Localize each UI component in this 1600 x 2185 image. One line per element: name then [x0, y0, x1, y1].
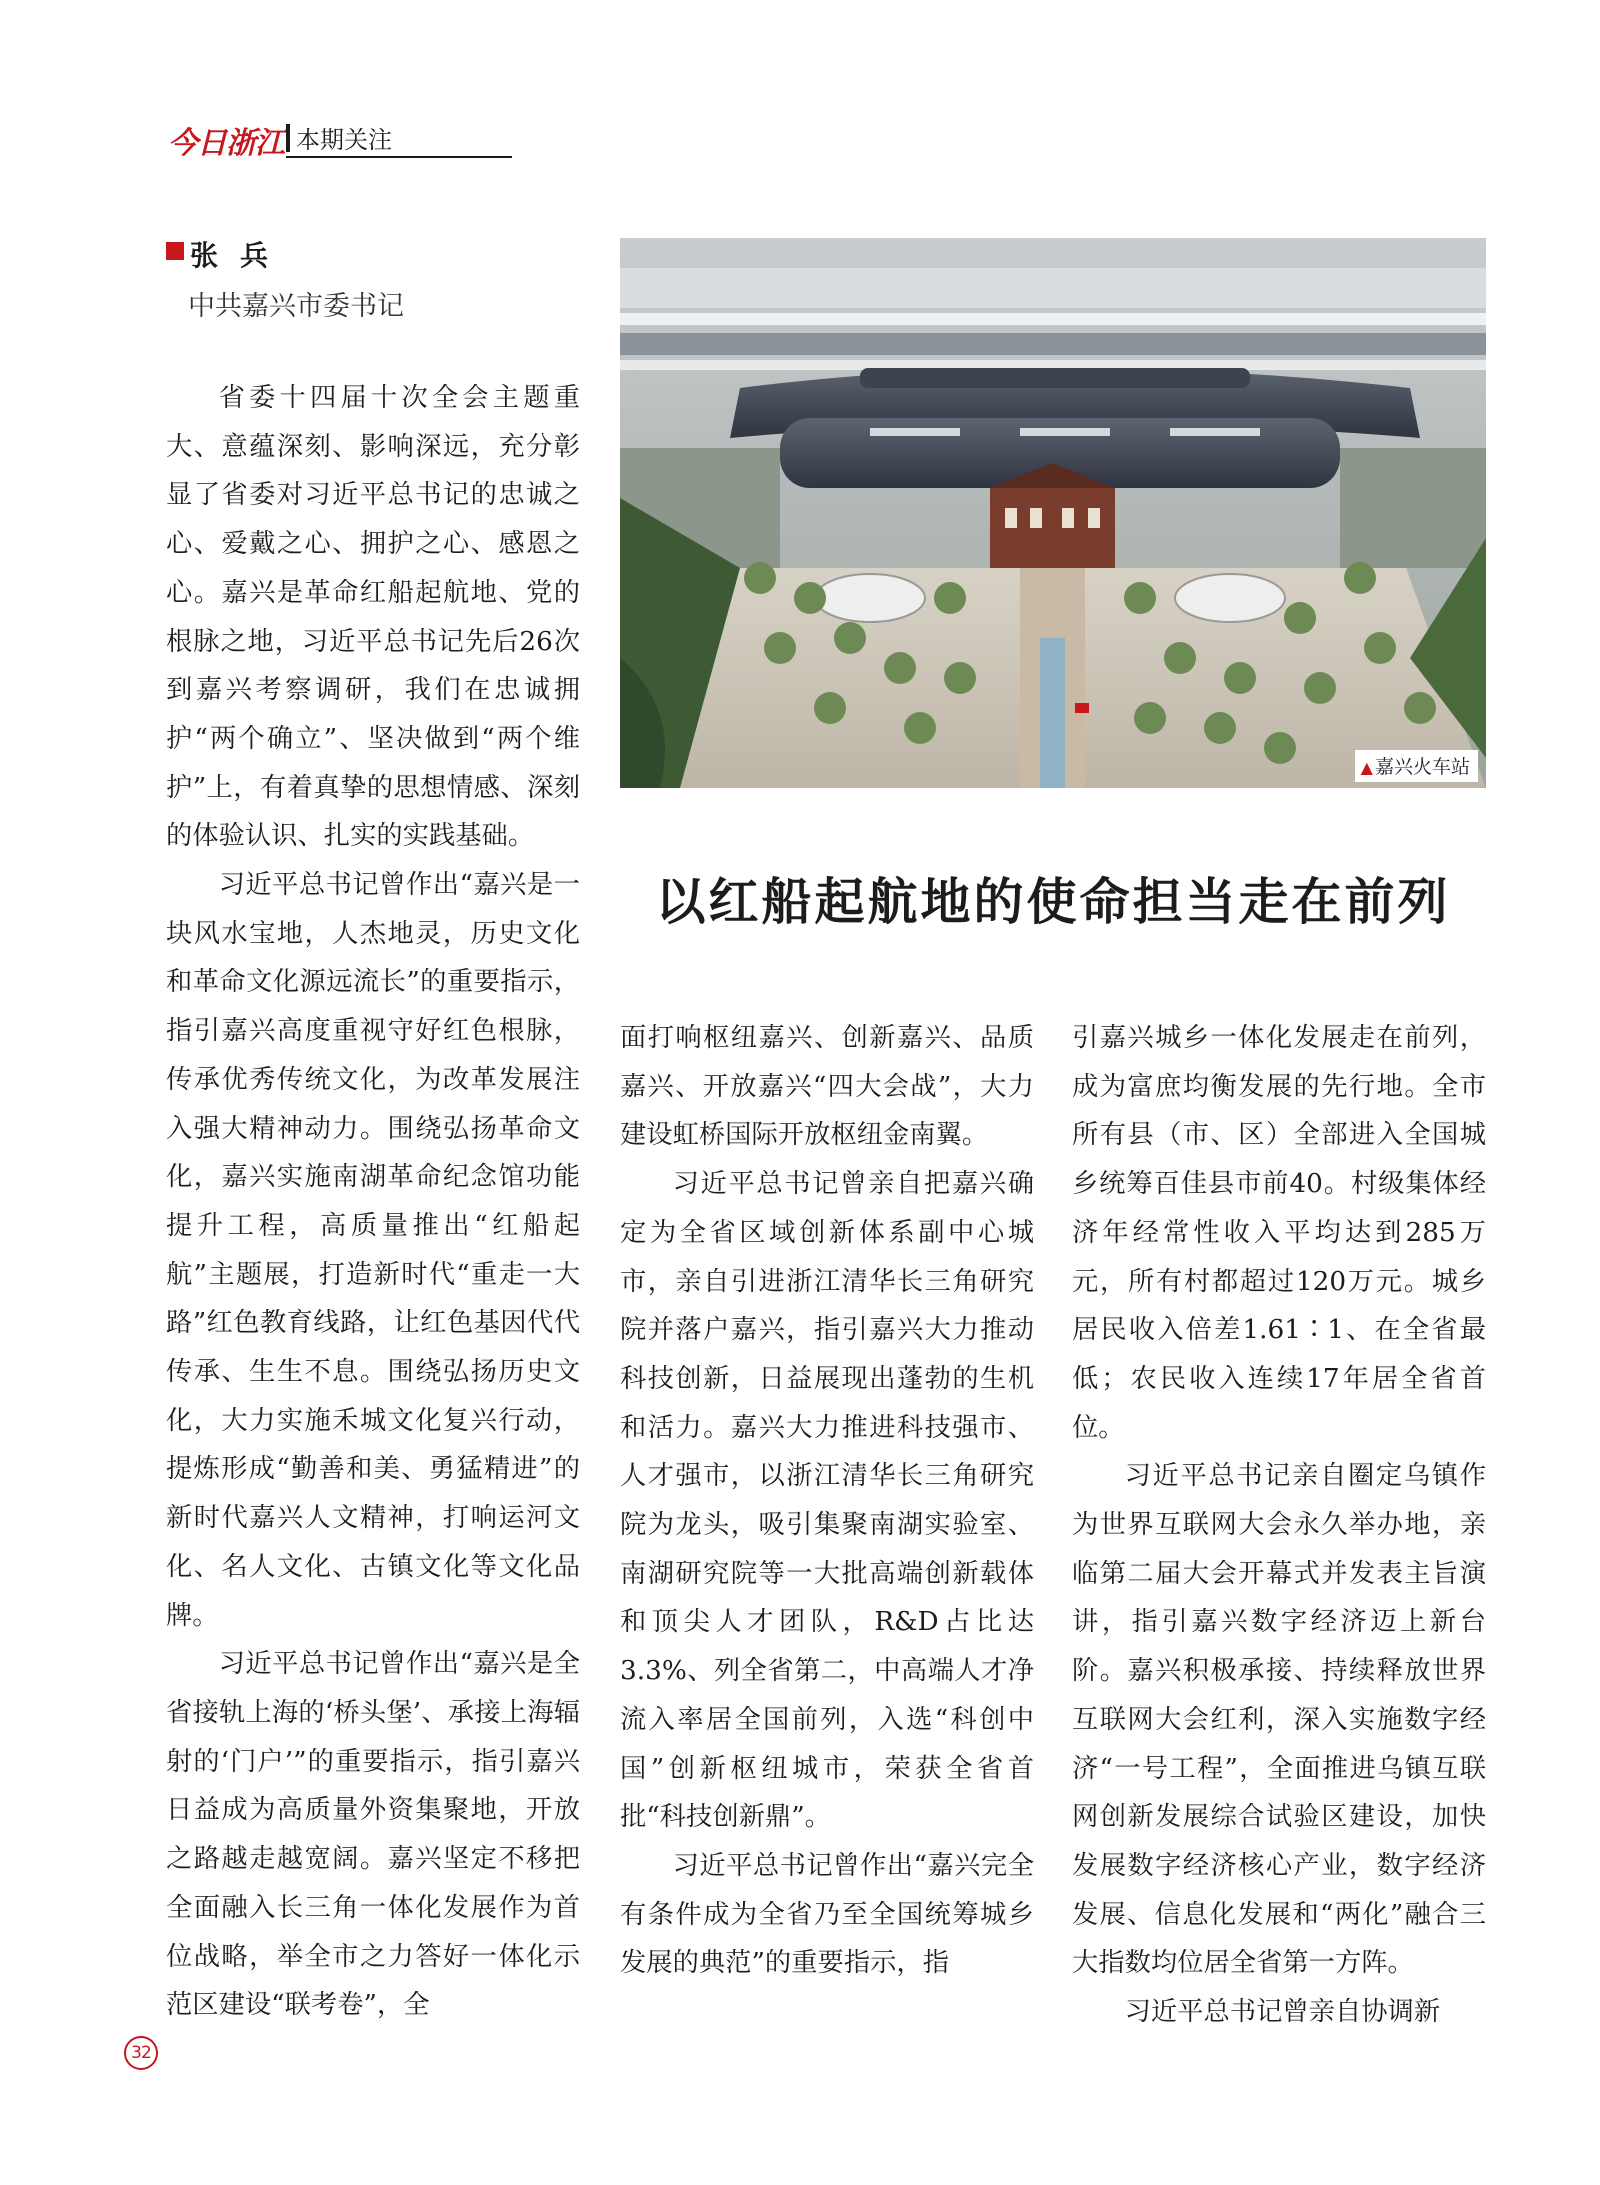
- paragraph: 习近平总书记曾作出“嘉兴是一块风水宝地，人杰地灵，历史文化和革命文化源远流长”的重要指示，指引嘉兴高度重视守好红色根脉，传承优秀传统文化，为改革发展注入强大精神动力。围绕弘扬革命文化，嘉兴实施南湖革命纪念馆功能提升工程，高质量推出“红船起航”主题展，打造新时代“重走一大路”红色教育线路，让红色基因代代传承、生生不息。围绕弘扬历史文化，大力实施禾城文化复兴行动，提炼形成“勤善和美、勇猛精进”的新时代嘉兴人文精神，打响运河文化、名人文化、古镇文化等文化品牌。: [166, 870, 580, 1631]
- author-name: 张兵: [190, 239, 291, 272]
- page-number: 32: [124, 2036, 158, 2070]
- header-rule: [286, 156, 512, 158]
- photo-caption-text: 嘉兴火车站: [1374, 756, 1470, 778]
- paragraph: 习近平总书记曾作出“嘉兴完全有条件成为全省乃至全国统筹城乡发展的典范”的重要指示，指: [620, 1850, 1034, 1979]
- paragraph: 引嘉兴城乡一体化发展走在前列，成为富庶均衡发展的先行地。全市所有县（市、区）全部进入全国城乡统筹百佳县市前40。村级集体经济年经常性收入平均达到285万元，所有村都超过120万元。城乡居民收入倍差1.61∶1、在全省最低；农民收入连续17年居全省首位。: [1072, 1023, 1486, 1443]
- magazine-logo: 今日浙江: [168, 126, 284, 161]
- article-column-2: [620, 1014, 1034, 1988]
- station-photo-illustration: [620, 238, 1486, 788]
- photo-caption: [1355, 750, 1478, 782]
- author-marker-icon: [166, 242, 184, 260]
- paragraph: 习近平总书记曾亲自协调新: [1124, 1997, 1441, 2028]
- article-column-1: [166, 374, 580, 2030]
- article-column-3: [1072, 1014, 1486, 2037]
- station-photo: [620, 238, 1486, 788]
- section-label: 本期关注: [296, 126, 392, 154]
- paragraph: 习近平总书记曾亲自把嘉兴确定为全省区域创新体系副中心城市，亲自引进浙江清华长三角研究院并落户嘉兴，指引嘉兴大力推动科技创新，日益展现出蓬勃的生机和活力。嘉兴大力推进科技强市、人才强市，以浙江清华长三角研究院为龙头，吸引集聚南湖实验室、南湖研究院等一大批高端创新载体和顶尖人才团队，R&D占比达3.3%、列全省第二，中高端人才净流入率居全国前列，入选“科创中国”创新枢纽城市，荣获全省首批“科技创新鼎”。: [620, 1169, 1034, 1833]
- paragraph: 习近平总书记亲自圈定乌镇作为世界互联网大会永久举办地，亲临第二届大会开幕式并发表主旨演讲，指引嘉兴数字经济迈上新台阶。嘉兴积极承接、持续释放世界互联网大会红利，深入实施数字经济“一号工程”，全面推进乌镇互联网创新发展综合试验区建设，加快发展数字经济核心产业，数字经济发展、信息化发展和“两化”融合三大指数均位居全省第一方阵。: [1072, 1461, 1486, 1979]
- author-title: 中共嘉兴市委书记: [188, 291, 404, 322]
- article-headline: 以红船起航地的使命担当走在前列: [655, 872, 1451, 931]
- triangle-icon: ▲: [1360, 758, 1373, 777]
- header-divider: [286, 124, 290, 152]
- paragraph: 省委十四届十次全会主题重大、意蕴深刻、影响深远，充分彰显了省委对习近平总书记的忠诚之心、爱戴之心、拥护之心、感恩之心。嘉兴是革命红船起航地、党的根脉之地，习近平总书记先后26次到嘉兴考察调研，我们在忠诚拥护“两个确立”、坚决做到“两个维护”上，有着真挚的思想情感、深刻的体验认识、扎实的实践基础。: [166, 383, 580, 852]
- paragraph: 习近平总书记曾作出“嘉兴是全省接轨上海的‘桥头堡’、承接上海辐射的‘门户’”的重要指示，指引嘉兴日益成为高质量外资集聚地，开放之路越走越宽阔。嘉兴坚定不移把全面融入长三角一体化发展作为首位战略，举全市之力答好一体化示范区建设“联考卷”，全: [166, 1649, 580, 2021]
- paragraph: 面打响枢纽嘉兴、创新嘉兴、品质嘉兴、开放嘉兴“四大会战”，大力建设虹桥国际开放枢纽金南翼。: [620, 1023, 1034, 1151]
